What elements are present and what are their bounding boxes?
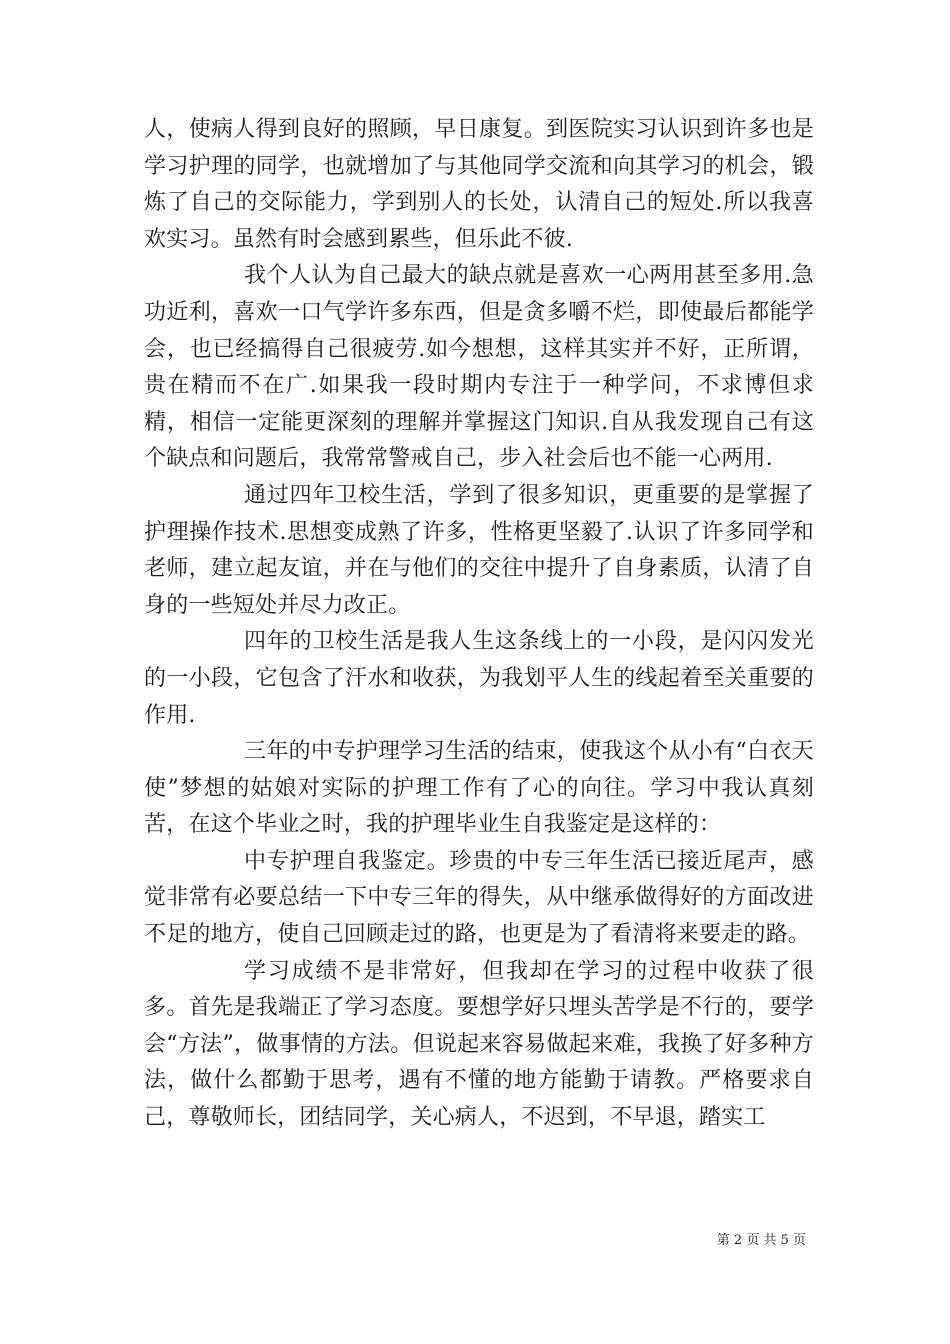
paragraph-1: 人，使病人得到良好的照顾，早日康复。到医院实习认识到许多也是学习护理的同学，也就增加了与其他同学交流和向其学习的机会，锻炼了自己的交际能力，学到别人的长处，认清自己的短处.所以我喜欢实习。虽然有时会感到累些，但乐此不彼. (144, 117, 814, 252)
page-number-footer: 第 2 页 共 5 页 (716, 1233, 806, 1248)
body-text (144, 112, 814, 1137)
paragraph-7: 学习成绩不是非常好，但我却在学习的过程中收获了很多。首先是我端正了学习态度。要想学好只埋头苦学是不行的，要学会“方法”，做事情的方法。但说起来容易做起来难，我换了好多种方法，做什么都勤于思考，遇有不懂的地方能勤于请教。严格要求自己，尊敬师长，团结同学，关心病人，不迟到，不早退，踏实工 (144, 958, 814, 1131)
paragraph-4: 四年的卫校生活是我人生这条线上的一小段，是闪闪发光的一小段，它包含了汗水和收获，为我划平人生的线起着至关重要的作用. (144, 629, 814, 728)
paragraph-2: 我个人认为自己最大的缺点就是喜欢一心两用甚至多用.急功近利，喜欢一口气学许多东西，但是贪多嚼不烂，即使最后都能学会，也已经搞得自己很疲劳.如今想想，这样其实并不好，正所谓，贵在精而不在广.如果我一段时期内专注于一种学问，不求博但求精，相信一定能更深刻的理解并掌握这门知识.自从我发现自己有这个缺点和问题后，我常常警戒自己，步入社会后也不能一心两用. (144, 263, 814, 472)
paragraph-6: 中专护理自我鉴定。珍贵的中专三年生活已接近尾声，感觉非常有必要总结一下中专三年的得失，从中继承做得好的方面改进不足的地方，使自己回顾走过的路，也更是为了看清将来要走的路。 (144, 848, 814, 948)
paragraph-5: 三年的中专护理学习生活的结束，使我这个从小有“白衣天使”梦想的姑娘对实际的护理工作有了心的向往。学习中我认真刻苦，在这个毕业之时，我的护理毕业生自我鉴定是这样的： (144, 739, 814, 838)
paragraph-3: 通过四年卫校生活，学到了很多知识，更重要的是掌握了护理操作技术.思想变成熟了许多，性格更坚毅了.认识了许多同学和老师，建立起友谊，并在与他们的交往中提升了自身素质，认清了自身的一些短处并尽力改正。 (144, 482, 814, 618)
